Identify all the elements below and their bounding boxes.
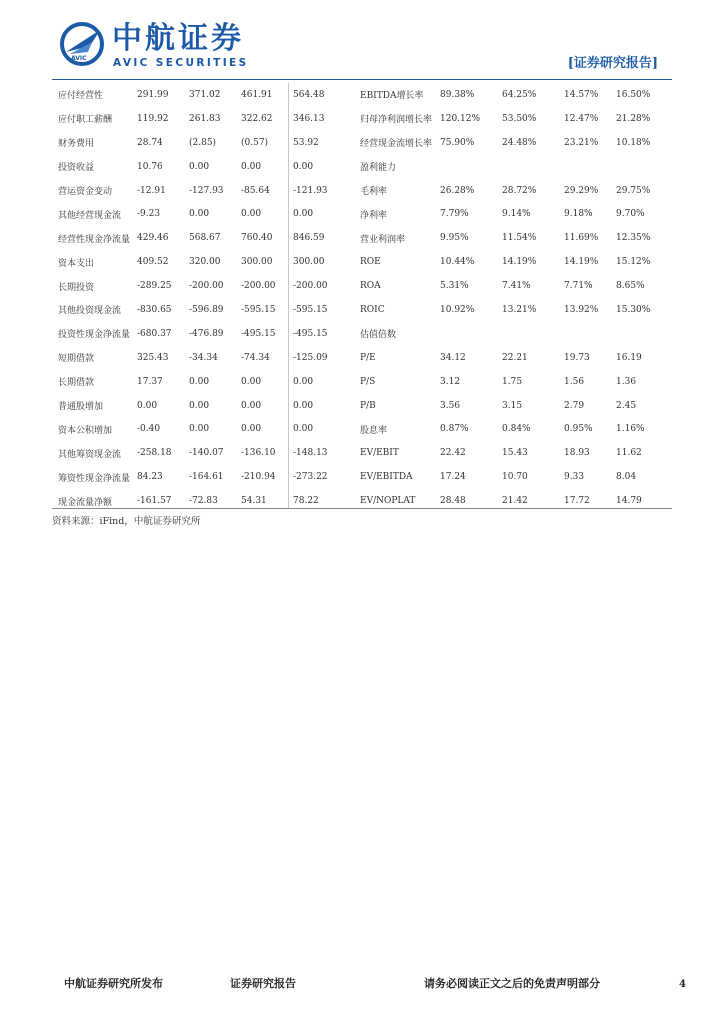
table-row <box>52 465 672 489</box>
left-row-value: 322.62 <box>241 113 273 124</box>
left-row-value: -200.00 <box>241 281 276 292</box>
left-row-value: 300.00 <box>241 257 273 268</box>
right-row-value: 0.95% <box>564 424 593 435</box>
left-row-value: 0.00 <box>241 376 262 387</box>
right-row-value: 9.95% <box>440 233 469 244</box>
left-row-value: -495.15 <box>293 328 328 339</box>
right-row-value: 3.12 <box>440 376 461 387</box>
right-row-value: 0.84% <box>502 424 531 435</box>
financial-tables <box>52 83 672 513</box>
table-row <box>52 274 672 298</box>
source-note: 资料来源：iFind，中航证券研究所 <box>52 516 201 527</box>
left-row-value: 78.22 <box>293 496 319 507</box>
left-row-value: 54.31 <box>241 496 267 507</box>
right-row-value: 10.44% <box>440 257 475 268</box>
right-row-value: 2.79 <box>564 400 585 411</box>
left-row-value: 0.00 <box>293 209 314 220</box>
right-row-label: 营业利润率 <box>360 234 406 245</box>
left-row-value: -164.61 <box>189 472 224 483</box>
left-row-label: 短期借款 <box>58 354 95 365</box>
left-row-value: -596.89 <box>189 304 224 315</box>
right-row-value: 8.65% <box>616 281 645 292</box>
footer-publisher: 中航证券研究所发布 <box>64 977 163 990</box>
right-row-value: 29.75% <box>616 185 651 196</box>
right-row-value <box>610 155 672 179</box>
left-row-label: 其他投资现金流 <box>58 306 122 317</box>
left-row-value: -125.09 <box>293 352 328 363</box>
left-row-value: -148.13 <box>293 448 328 459</box>
right-row-value: 14.19% <box>564 257 599 268</box>
left-row-value: 119.92 <box>137 113 169 124</box>
right-row-value: 0.87% <box>440 424 469 435</box>
right-row-label: ROE <box>360 257 381 268</box>
table-row <box>52 417 672 441</box>
right-row-value: 12.47% <box>564 113 599 124</box>
left-row-value: -136.10 <box>241 448 276 459</box>
table-row <box>52 83 672 107</box>
table-row <box>52 226 672 250</box>
left-row-value: -680.37 <box>137 328 172 339</box>
right-row-value <box>496 322 558 346</box>
right-row-label: 归母净利润增长率 <box>360 115 433 126</box>
table-column-separator <box>288 83 289 508</box>
left-row-value: -273.22 <box>293 472 328 483</box>
left-row-value: 0.00 <box>189 209 210 220</box>
left-row-value: 0.00 <box>293 424 314 435</box>
left-row-value: -9.23 <box>137 209 161 220</box>
right-row-value: 21.42 <box>502 496 528 507</box>
table-bottom-rule <box>52 508 672 509</box>
logo-company-name-en: AVIC SECURITIES <box>113 57 249 69</box>
right-row-value: 15.43 <box>502 448 528 459</box>
right-row-label: 估值倍数 <box>360 330 397 341</box>
right-row-value: 28.48 <box>440 496 466 507</box>
left-row-value: 291.99 <box>137 89 169 100</box>
table-row <box>52 322 672 346</box>
left-row-value: -0.40 <box>137 424 161 435</box>
right-row-value: 2.45 <box>616 400 637 411</box>
left-row-value: 325.43 <box>137 352 169 363</box>
table-row <box>52 155 672 179</box>
left-row-value: -121.93 <box>293 185 328 196</box>
report-header <box>0 0 724 80</box>
logo-mark-text: AVIC <box>71 55 87 62</box>
logo-company-name: 中航证券 <box>112 21 244 56</box>
right-row-value: 18.93 <box>564 448 590 459</box>
right-row-value: 10.92% <box>440 304 475 315</box>
page-number: 4 <box>679 979 686 990</box>
right-row-label: EV/EBIT <box>360 448 399 459</box>
left-row-label: 长期投资 <box>58 282 95 293</box>
left-row-value: 84.23 <box>137 472 163 483</box>
left-row-value: 261.83 <box>189 113 221 124</box>
left-row-value: -85.64 <box>241 185 270 196</box>
left-row-value: 10.76 <box>137 161 163 172</box>
table-row <box>52 131 672 155</box>
left-row-value: -34.34 <box>189 352 218 363</box>
right-row-label: 股息率 <box>360 425 388 436</box>
left-row-value: 0.00 <box>189 400 210 411</box>
left-row-value: -127.93 <box>189 185 224 196</box>
right-row-value <box>496 155 558 179</box>
right-row-value <box>558 322 610 346</box>
table-row <box>52 179 672 203</box>
right-row-value: 75.90% <box>440 137 475 148</box>
right-row-value <box>434 322 496 346</box>
right-row-value: 1.56 <box>564 376 585 387</box>
left-row-value: 0.00 <box>241 424 262 435</box>
right-row-value: 13.21% <box>502 304 537 315</box>
right-row-label: ROA <box>360 281 381 292</box>
left-row-value: 0.00 <box>293 161 314 172</box>
right-row-value: 8.04 <box>616 472 637 483</box>
left-row-value: -200.00 <box>189 281 224 292</box>
left-row-value: -830.65 <box>137 304 172 315</box>
left-row-label: 资本公积增加 <box>58 425 113 436</box>
left-row-value: 0.00 <box>189 161 210 172</box>
table-row <box>52 370 672 394</box>
right-row-value: 9.18% <box>564 209 593 220</box>
left-row-value: 300.00 <box>293 257 325 268</box>
left-row-value: 17.37 <box>137 376 163 387</box>
left-row-label: 其他经营现金流 <box>58 210 122 221</box>
right-row-value: 14.79 <box>616 496 642 507</box>
left-row-value: -210.94 <box>241 472 276 483</box>
right-row-value: 21.28% <box>616 113 651 124</box>
right-row-label: 盈利能力 <box>360 163 397 174</box>
table-row <box>52 346 672 370</box>
right-row-value: 23.21% <box>564 137 599 148</box>
right-row-label: ROIC <box>360 304 385 315</box>
left-row-value: (2.85) <box>189 137 217 148</box>
right-row-label: P/S <box>360 376 376 387</box>
table-row <box>52 441 672 465</box>
right-row-value: 14.19% <box>502 257 537 268</box>
left-row-label: 营运资金变动 <box>58 187 113 197</box>
left-row-value: -289.25 <box>137 281 172 292</box>
footer-disclaimer: 请务必阅读正文之后的免责声明部分 <box>424 977 600 990</box>
right-row-label: 经营现金流增长率 <box>360 139 433 150</box>
left-row-value: 429.46 <box>137 233 169 244</box>
left-row-value: 461.91 <box>241 89 273 100</box>
left-row-label: 普通股增加 <box>58 402 104 413</box>
right-row-value: 89.38% <box>440 89 475 100</box>
left-row-value: 0.00 <box>293 400 314 411</box>
report-type-tag: [证券研究报告] <box>567 56 658 71</box>
left-row-value: 0.00 <box>241 209 262 220</box>
right-row-label: EV/EBITDA <box>360 472 413 483</box>
avic-logo-icon <box>60 22 104 66</box>
right-row-value: 9.33 <box>564 472 585 483</box>
table-row <box>52 394 672 418</box>
right-row-label: 毛利率 <box>360 187 388 197</box>
right-row-value: 1.75 <box>502 376 523 387</box>
right-row-value: 16.19 <box>616 352 642 363</box>
right-row-value: 17.24 <box>440 472 466 483</box>
right-row-value: 28.72% <box>502 185 537 196</box>
left-row-value: 564.48 <box>293 89 325 100</box>
left-row-label: 应付经营性 <box>58 91 104 102</box>
right-row-value: 9.70% <box>616 209 645 220</box>
right-row-value: 3.56 <box>440 400 461 411</box>
right-row-value <box>610 322 672 346</box>
left-row-value: -200.00 <box>293 281 328 292</box>
left-row-value: 0.00 <box>241 400 262 411</box>
left-row-value: -476.89 <box>189 328 224 339</box>
left-row-value: -140.07 <box>189 448 224 459</box>
right-row-value: 11.62 <box>616 448 642 459</box>
left-row-value: 346.13 <box>293 113 325 124</box>
right-row-value: 10.70 <box>502 472 528 483</box>
right-row-value: 53.50% <box>502 113 537 124</box>
left-row-value: 0.00 <box>189 376 210 387</box>
right-row-label: P/B <box>360 400 376 411</box>
right-row-label: 净利率 <box>360 210 388 221</box>
right-row-value: 15.30% <box>616 304 651 315</box>
left-row-value: 0.00 <box>137 400 158 411</box>
right-row-value: 14.57% <box>564 89 599 100</box>
right-row-value: 7.41% <box>502 281 531 292</box>
left-row-value: 371.02 <box>189 89 221 100</box>
financial-table <box>52 83 672 513</box>
right-row-value: 3.15 <box>502 400 523 411</box>
left-row-label: 现金流量净额 <box>58 497 113 508</box>
right-row-value: 64.25% <box>502 89 537 100</box>
left-row-value: -495.15 <box>241 328 276 339</box>
table-row <box>52 107 672 131</box>
right-row-value: 34.12 <box>440 352 466 363</box>
left-row-label: 筹资性现金净流量 <box>58 473 131 484</box>
header-rule <box>52 79 672 80</box>
left-row-value: 846.59 <box>293 233 325 244</box>
left-row-label: 长期借款 <box>58 378 95 389</box>
left-row-label: 投资性现金净流量 <box>58 330 131 341</box>
right-row-value: 26.28% <box>440 185 475 196</box>
left-row-label: 经营性现金净流量 <box>58 234 131 245</box>
left-row-value: -12.91 <box>137 185 166 196</box>
left-row-label: 其他筹资现金流 <box>58 449 122 460</box>
left-row-value: -161.57 <box>137 496 172 507</box>
right-row-value: 22.42 <box>440 448 466 459</box>
left-row-value: 0.00 <box>293 376 314 387</box>
right-row-value: 120.12% <box>440 113 481 124</box>
right-row-value: 17.72 <box>564 496 590 507</box>
right-row-value <box>434 155 496 179</box>
right-row-value: 11.69% <box>564 233 599 244</box>
right-row-value: 11.54% <box>502 233 537 244</box>
right-row-value: 10.18% <box>616 137 651 148</box>
left-row-value: -72.83 <box>189 496 218 507</box>
left-row-label: 投资收益 <box>58 163 95 174</box>
left-row-value: 320.00 <box>189 257 221 268</box>
right-row-label: P/E <box>360 352 376 363</box>
left-row-value: 28.74 <box>137 137 163 148</box>
right-row-value <box>558 155 610 179</box>
right-row-value: 9.14% <box>502 209 531 220</box>
left-row-value: 0.00 <box>189 424 210 435</box>
right-row-label: EBITDA增长率 <box>360 91 424 102</box>
right-row-value: 7.71% <box>564 281 593 292</box>
left-row-value: -258.18 <box>137 448 172 459</box>
right-row-value: 1.36 <box>616 376 637 387</box>
right-row-value: 15.12% <box>616 257 651 268</box>
left-row-label: 财务费用 <box>58 139 95 150</box>
table-row <box>52 202 672 226</box>
left-row-value: 53.92 <box>293 137 319 148</box>
right-row-value: 29.29% <box>564 185 599 196</box>
right-row-value: 7.79% <box>440 209 469 220</box>
right-row-value: 16.50% <box>616 89 651 100</box>
left-row-value: -74.34 <box>241 352 270 363</box>
left-row-value: 0.00 <box>241 161 262 172</box>
left-row-value: (0.57) <box>241 137 269 148</box>
left-row-value: -595.15 <box>293 304 328 315</box>
right-row-value: 5.31% <box>440 281 469 292</box>
right-row-value: 22.21 <box>502 352 528 363</box>
left-row-value: -595.15 <box>241 304 276 315</box>
right-row-value: 12.35% <box>616 233 651 244</box>
table-row <box>52 298 672 322</box>
left-row-value: 760.40 <box>241 233 273 244</box>
left-row-value: 409.52 <box>137 257 169 268</box>
footer-report-type: 证券研究报告 <box>230 977 296 990</box>
right-row-label: EV/NOPLAT <box>360 496 416 507</box>
left-row-value: 568.67 <box>189 233 221 244</box>
table-row <box>52 489 672 513</box>
left-row-label: 资本支出 <box>58 258 95 269</box>
table-row <box>52 250 672 274</box>
right-row-value: 24.48% <box>502 137 537 148</box>
right-row-value: 19.73 <box>564 352 590 363</box>
right-row-value: 1.16% <box>616 424 645 435</box>
right-row-value: 13.92% <box>564 304 599 315</box>
left-row-label: 应付职工薪酬 <box>58 115 113 126</box>
